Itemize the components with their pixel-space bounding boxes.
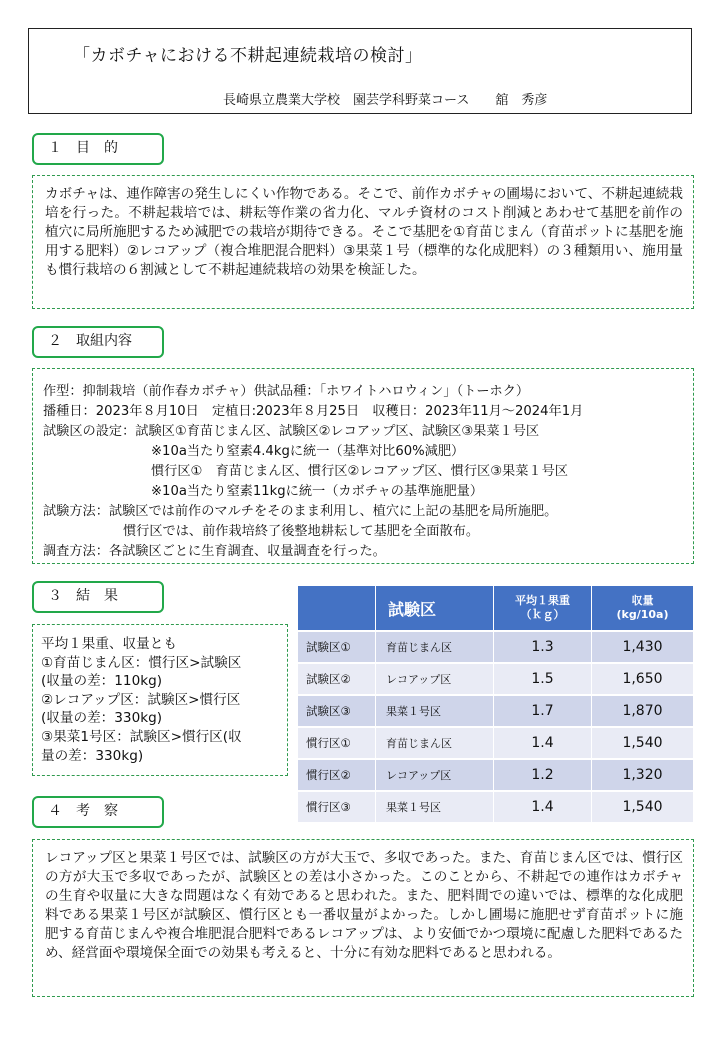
- table-row: [298, 694, 694, 726]
- header-yield: [592, 586, 694, 630]
- purpose-heading: １ 目 的: [32, 133, 164, 165]
- header-avg-weight-label: 平均１果重: [515, 594, 570, 607]
- results-line: ②レコアップ区：試験区>慣行区: [41, 691, 241, 708]
- plot-cell: 試験区①: [298, 630, 376, 662]
- fertilizer-cell: 育苗じまん区: [376, 726, 494, 758]
- results-box: [32, 624, 288, 776]
- plot-cell: 試験区②: [298, 662, 376, 694]
- fertilizer-cell: レコアップ区: [376, 758, 494, 790]
- results-line: (収量の差：110kg): [41, 673, 163, 690]
- purpose-box: [32, 175, 694, 309]
- results-line: (収量の差：330kg): [41, 710, 163, 727]
- methods-line: ※10a当たり窒素11kgに統一（カボチャの基準施肥量）: [151, 484, 484, 499]
- header-avg-weight-unit: （ｋｇ）: [520, 608, 565, 621]
- methods-line: 慣行区① 育苗じまん区、慣行区②レコアップ区、慣行区③果菜１号区: [151, 464, 568, 479]
- methods-line: ※10a当たり窒素4.4kgに統一（基準対比60%減肥）: [151, 444, 465, 459]
- methods-line: 播種日：2023年８月10日 定植日:2023年８月25日 収穫日：2023年11月～2024年1月: [43, 404, 584, 419]
- author-affiliation: 長崎県立農業大学校 園芸学科野菜コース 舘 秀彦: [223, 93, 548, 108]
- yield-cell: 1,320: [592, 758, 694, 790]
- table-row: [298, 630, 694, 662]
- results-heading: ３ 結 果: [32, 581, 164, 613]
- weight-cell: 1.7: [494, 694, 592, 726]
- discussion-box: [32, 839, 694, 997]
- fertilizer-cell: 果菜１号区: [376, 694, 494, 726]
- methods-line: 試験方法：試験区では前作のマルチをそのまま利用し、植穴に上記の基肥を局所施肥。: [43, 504, 558, 519]
- results-line: 量の差：330kg): [41, 747, 144, 764]
- results-line: ①育苗じまん区：慣行区>試験区: [41, 654, 242, 671]
- title-box: [28, 28, 692, 114]
- table-row: [298, 662, 694, 694]
- purpose-text: カボチャは、連作障害の発生しにくい作物である。そこで、前作カボチャの圃場において、不耕起連続栽培を行った。不耕起栽培では、耕耘等作業の省力化、マルチ資材のコスト削減とあわせて基肥を前作の植穴に局所施肥するため減肥での栽培が期待できる。そこで基肥を①育苗じまん（育苗ポットに基肥を施用する肥料）②レコアップ（複合堆肥混合肥料）③果菜１号（標準的な化成肥料）の３種類用い、施用量も慣行栽培の６割減として不耕起連続栽培の効果を検証した。: [45, 186, 683, 278]
- results-line: 平均１果重、収量とも: [41, 636, 177, 652]
- plot-cell: 慣行区③: [298, 790, 376, 822]
- methods-line: 試験区の設定：試験区①育苗じまん区、試験区②レコアップ区、試験区③果菜１号区: [43, 424, 540, 439]
- weight-cell: 1.4: [494, 726, 592, 758]
- fertilizer-cell: 果菜１号区: [376, 790, 494, 822]
- methods-line: 調査方法：各試験区ごとに生育調査、収量調査を行った。: [43, 544, 386, 559]
- plot-cell: 慣行区①: [298, 726, 376, 758]
- table-row: [298, 726, 694, 758]
- weight-cell: 1.4: [494, 790, 592, 822]
- yield-cell: 1,540: [592, 790, 694, 822]
- discussion-heading: ４ 考 察: [32, 796, 164, 828]
- table-header-row: [298, 586, 694, 630]
- table-row: [298, 790, 694, 822]
- yield-cell: 1,650: [592, 662, 694, 694]
- header-avg-weight: [494, 586, 592, 630]
- weight-cell: 1.5: [494, 662, 592, 694]
- discussion-text: レコアップ区と果菜１号区では、試験区の方が大玉で、多収であった。また、育苗じまん区では、慣行区の方が大玉で多収であったが、試験区との差は小さかった。このことから、不耕起での連作はカボチャの生育や収量に大きな問題はなく有効であると思われた。また、肥料間での違いでは、標準的な化成肥料である果菜１号区が試験区、慣行区とも一番収量がよかった。しかし圃場に施肥せず育苗ポットに施肥する育苗じまんや複合堆肥混合肥料であるレコアップは、より安価でかつ環境に配慮した肥料であるため、経営面や環境保全面での効果も考えると、十分に有効な肥料であると思われる。: [45, 850, 683, 961]
- weight-cell: 1.2: [494, 758, 592, 790]
- header-plot: [298, 586, 376, 630]
- methods-heading: ２ 取組内容: [32, 326, 164, 358]
- yield-cell: 1,540: [592, 726, 694, 758]
- table-row: [298, 758, 694, 790]
- results-table: [298, 586, 694, 822]
- weight-cell: 1.3: [494, 630, 592, 662]
- methods-box: [32, 368, 694, 564]
- yield-cell: 1,430: [592, 630, 694, 662]
- header-yield-label: 収量: [631, 594, 654, 607]
- results-line: ③果菜1号区：試験区>慣行区(収: [41, 728, 242, 745]
- document-title: 「カボチャにおける不耕起連続栽培の検討」: [73, 46, 423, 66]
- header-yield-unit: (kg/10a): [616, 608, 669, 621]
- methods-line: 慣行区では、前作栽培終了後整地耕耘して基肥を全面散布。: [123, 524, 480, 539]
- yield-cell: 1,870: [592, 694, 694, 726]
- plot-cell: 慣行区②: [298, 758, 376, 790]
- fertilizer-cell: 育苗じまん区: [376, 630, 494, 662]
- fertilizer-cell: レコアップ区: [376, 662, 494, 694]
- header-plot-name: 試験区: [376, 586, 494, 630]
- plot-cell: 試験区③: [298, 694, 376, 726]
- methods-line: 作型：抑制栽培（前作春カボチャ）供試品種：「ホワイトハロウィン」（トーホク）: [43, 384, 530, 399]
